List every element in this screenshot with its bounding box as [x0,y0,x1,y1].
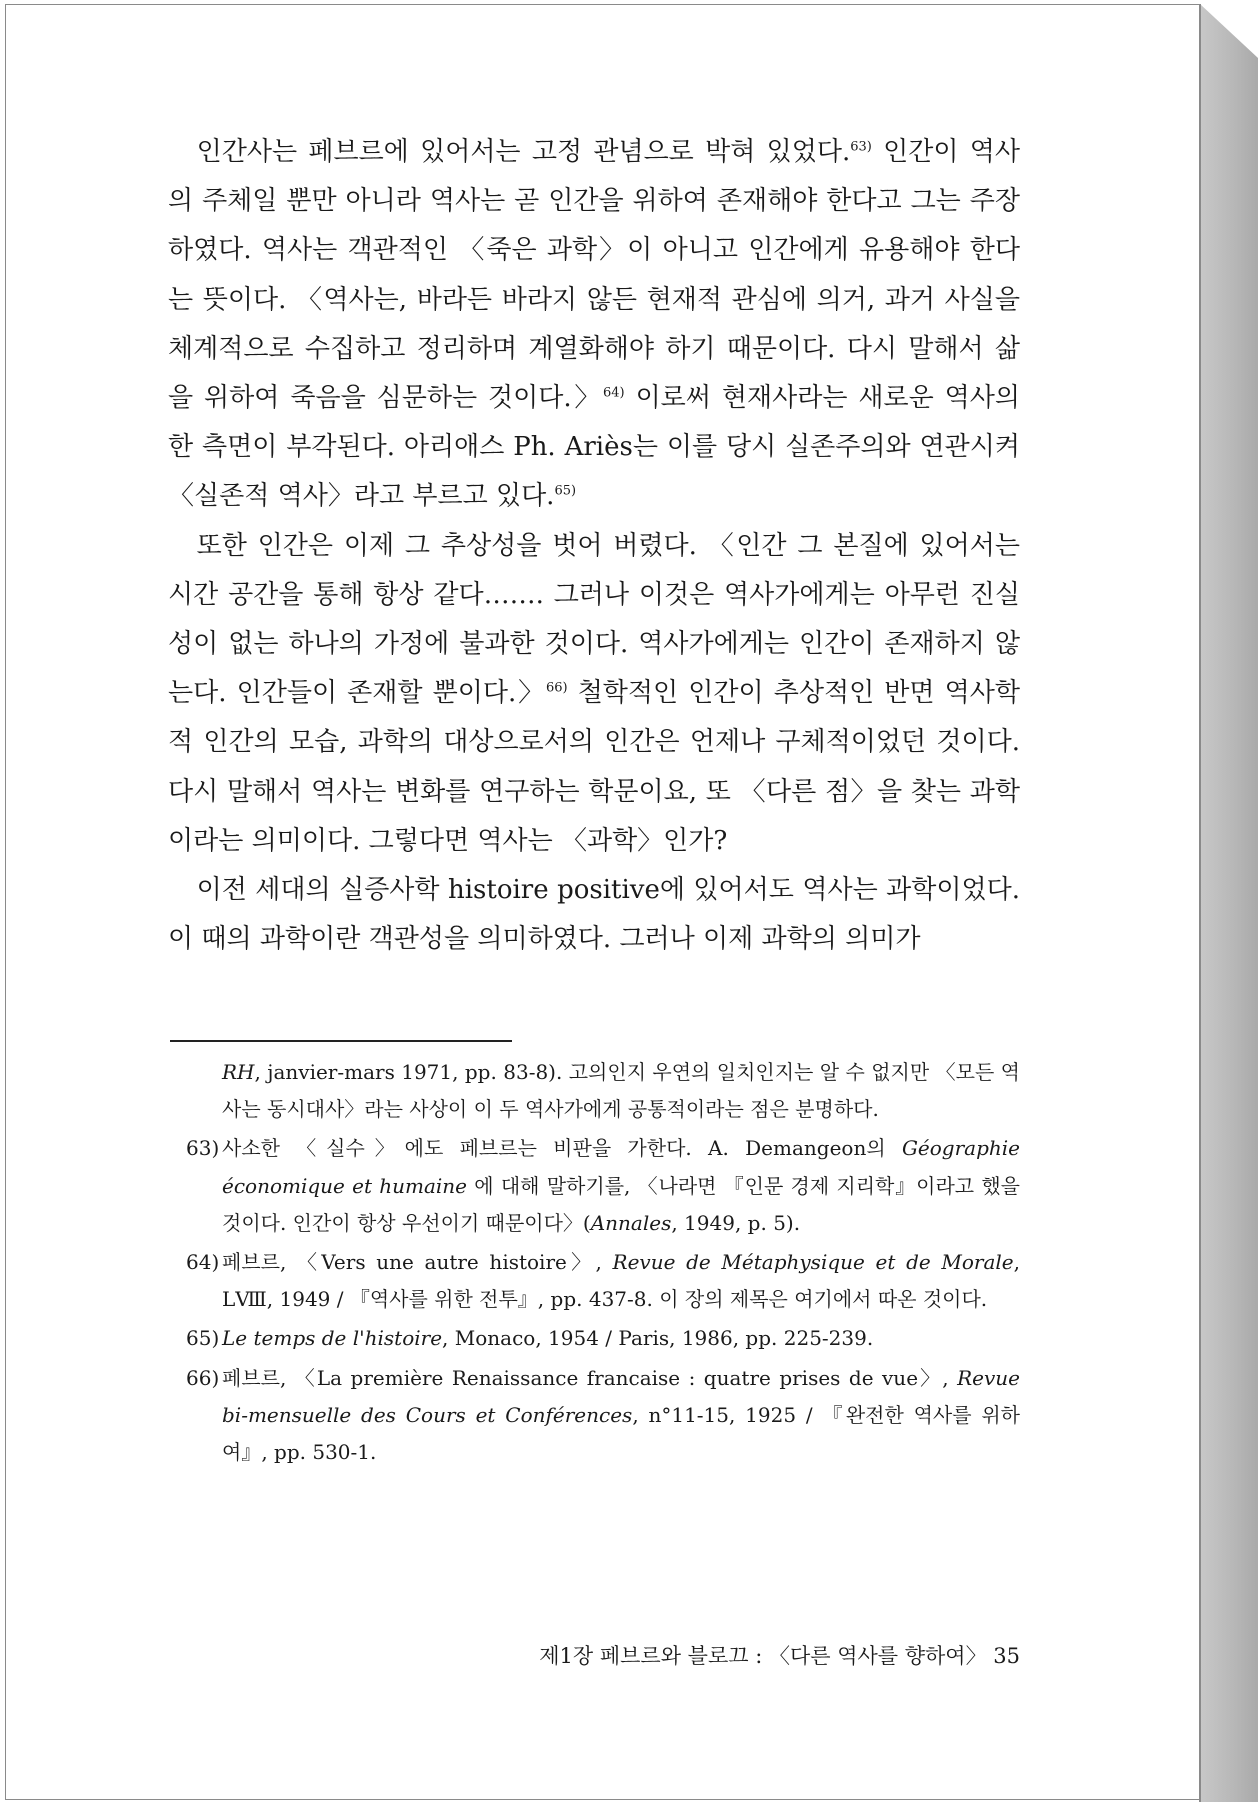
paragraph-1-text-a: 인간사는 페브르에 있어서는 고정 관념으로 박혀 있었다. [196,137,851,167]
footnote-text: 페브르, 〈La première Renaissance francaise : quatre prises de vue〉, [222,1365,958,1390]
footnote-divider [170,1040,512,1042]
footnote-ref-66: 66) [545,680,568,696]
footnote-cont-text: , janvier-mars 1971, pp. 83-8). 고의인지 우연의 일치인지는 알 수 없지만 〈모든 역사는 동시대사〉라는 사상이 이 두 역사가에게 공통적이라는 점은 분명하다. [222,1060,1020,1122]
footnote-64 [186,1244,1020,1318]
paragraph-1 [168,128,1020,522]
footnote-title: Revue bi-mensuelle des Cours et Conférences [222,1365,1020,1427]
footnote-66 [186,1360,1020,1472]
footnote-number: 64) [186,1250,220,1275]
footnote-65 [186,1320,1020,1357]
footnote-number: 65) [186,1326,220,1351]
paragraph-1-text-b: 인간이 역사의 주체일 뿐만 아니라 역사는 곧 인간을 위하여 존재해야 한다고 그는 주장하였다. 역사는 객관적인 〈죽은 과학〉이 아니고 인간에게 유용해야 한다는 뜻이다. 〈역사는, 바라든 바라지 않든 현재적 관심에 의거, 과거 사실을 체계적으로 수집하고 정리하며 계열화해야 하기 때문이다. 다시 말해서 삶을 위하여 죽음을 심문하는 것이다.〉 [168,137,1020,414]
footnote-continuation [186,1054,1020,1128]
paragraph-3: 이전 세대의 실증사학 histoire positive에 있어서도 역사는 과학이었다. 이 때의 과학이란 객관성을 의미하였다. 그러나 이제 과학의 의미가 [168,875,1020,955]
footnote-text: , 1949, p. 5). [671,1210,801,1235]
footnotes [186,1054,1020,1473]
footnote-number: 66) [186,1365,220,1390]
footnote-title: Géographie économique et humaine [222,1136,1020,1198]
footnote-title: Annales [590,1210,672,1235]
footnote-title: Revue de Métaphysique et de Morale [612,1250,1014,1275]
footnote-number: 63) [186,1136,220,1161]
footnote-text: , LⅧ, 1949 / 『역사를 위한 전투』, pp. 437-8. 이 장의 제목은 여기에서 따온 것이다. [222,1250,1020,1312]
paragraph-2-text-a: 또한 인간은 이제 그 추상성을 벗어 버렸다. 〈인간 그 본질에 있어서는 시간 공간을 통해 항상 같다……. 그러나 이것은 역사가에게는 아무런 진실성이 없는 하나의 가정에 불과한 것이다. 역사가에게는 인간이 존재하지 않는다. 인간들이 존재할 뿐이다.〉 [168,530,1020,709]
footnote-ref-64: 64) [603,385,625,401]
footnote-63 [186,1130,1020,1242]
book-side-edge [1200,0,1260,1806]
footnote-text: 페브르, 〈Vers une autre histoire〉, [222,1250,613,1275]
paragraph-2 [168,522,1020,866]
footnote-cont-journal: RH [222,1060,255,1084]
footnote-text: , n°11-15, 1925 / 『완전한 역사를 위하여』, pp. 530-1. [222,1402,1020,1465]
footnote-text: , Monaco, 1954 / Paris, 1986, pp. 225-239. [442,1326,874,1351]
paragraph-1-text-c: 이로써 현재사라는 새로운 역사의 한 측면이 부각된다. 아리애스 Ph. Ariès는 이를 당시 실존주의와 연관시켜 〈실존적 역사〉라고 부르고 있다. [168,383,1021,512]
page-footer: 제1장 페브르와 블로끄 : 〈다른 역사를 향하여〉 35 [539,1644,1020,1668]
paragraph-2-text-b: 철학적인 인간이 추상적인 반면 역사학적 인간의 모습, 과학의 대상으로서의 인간은 언제나 구체적이었던 것이다. 다시 말해서 역사는 변화를 연구하는 학문이요, 또 〈다른 점〉을 찾는 과학이라는 의미이다. 그렇다면 역사는 〈과학〉인가? [168,678,1020,856]
footnote-ref-63: 63) [850,139,872,155]
page-edge-line [1199,4,1201,1802]
footnote-text: 사소한 〈실수〉에도 페브르는 비판을 가한다. A. Demangeon의 [222,1136,902,1161]
footnote-ref-65: 65) [554,483,577,499]
footnote-text: 에 대해 말하기를, 〈나라면 『인문 경제 지리학』이라고 했을 것이다. 인간이 항상 우선이기 때문이다〉( [222,1173,1021,1235]
footnote-title: Le temps de l'histoire [222,1326,443,1351]
body-text [168,128,1020,964]
